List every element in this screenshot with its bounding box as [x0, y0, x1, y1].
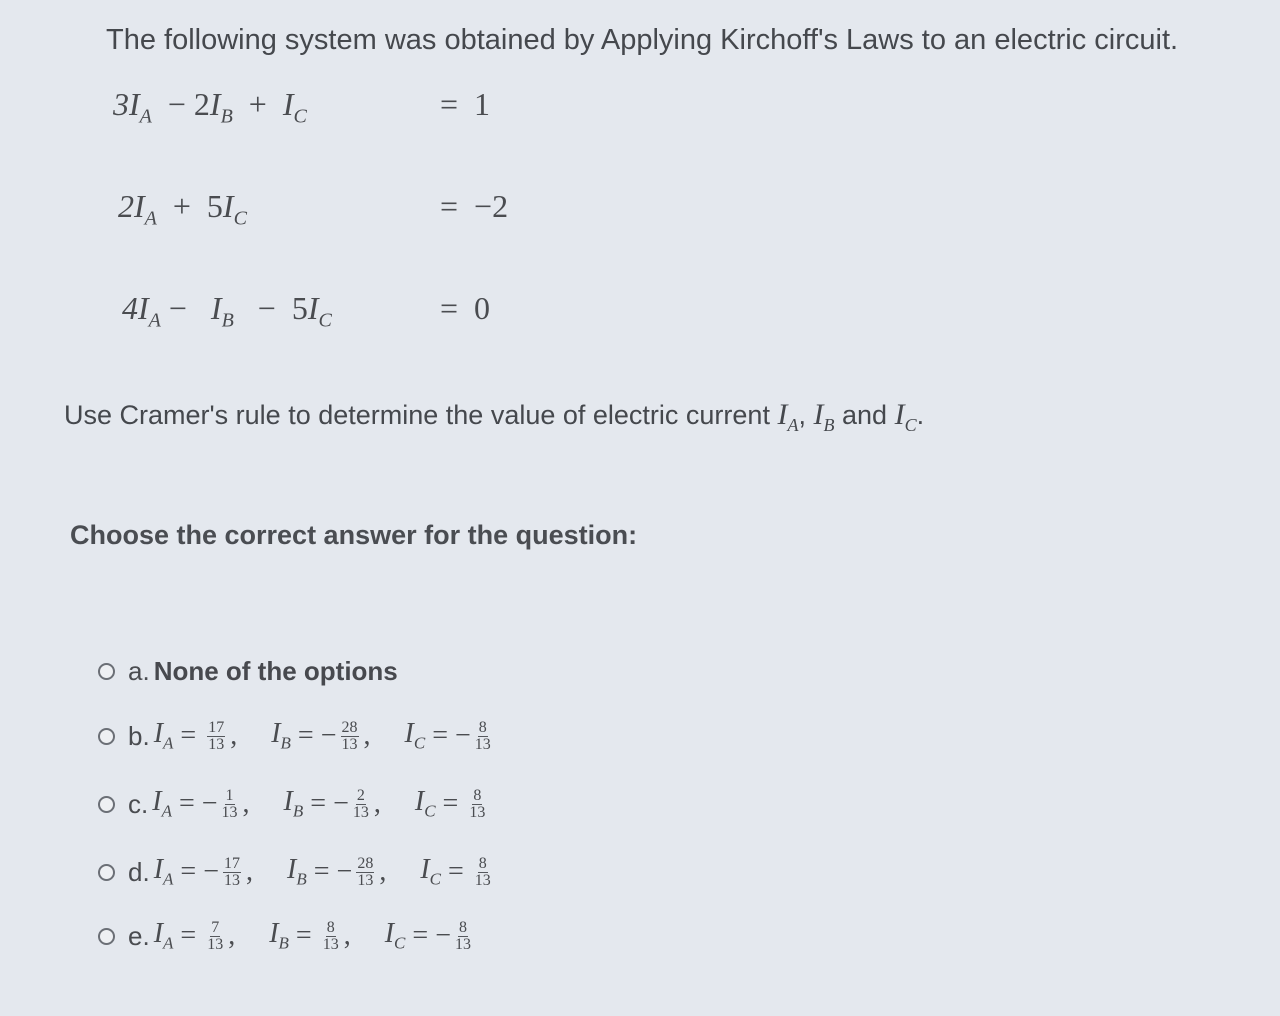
- answer-expression: [154, 918, 509, 954]
- equation-1: $3I_A - 2I_B + I_C$: [113, 86, 307, 128]
- denominator: 13: [352, 803, 369, 821]
- option-letter: d.: [128, 856, 150, 887]
- current-ic: $I_C$ = $\frac{8}{13}$: [420, 854, 491, 889]
- current-ic: $I_C$ = − $\frac{8}{13}$: [404, 718, 491, 753]
- fraction: [223, 856, 241, 889]
- fraction: [207, 920, 223, 953]
- option-e[interactable]: [98, 916, 509, 956]
- radio-button-e[interactable]: [98, 928, 115, 945]
- equation-2-rhs: = −2: [440, 188, 509, 224]
- fraction: [341, 720, 359, 753]
- current-ib: $I_B$ = − $\frac{28}{13}$ ,: [271, 718, 371, 753]
- numerator: 17: [224, 854, 240, 872]
- fraction: [353, 788, 369, 821]
- denominator: 13: [474, 871, 491, 889]
- numerator: 8: [478, 854, 487, 872]
- current-ia: $I_A$ = − $\frac{17}{13}$ ,: [153, 854, 253, 889]
- sign: −: [201, 788, 218, 819]
- sign: −: [320, 720, 337, 751]
- answer-expression: [152, 786, 523, 822]
- numerator: 8: [326, 918, 335, 936]
- equation-1-rhs: = 1: [440, 86, 491, 122]
- denominator: 13: [454, 935, 471, 953]
- numerator: 28: [357, 854, 374, 872]
- radio-button-d[interactable]: [98, 864, 115, 881]
- option-text: None of the options: [153, 655, 398, 686]
- current-ib: $I_B$ = − $\frac{2}{13}$ ,: [283, 786, 381, 821]
- numerator: 7: [211, 918, 220, 936]
- fraction: [222, 788, 238, 821]
- numerator: 8: [458, 918, 467, 936]
- equation-2: $2I_A + 5I_C$: [118, 188, 247, 230]
- denominator: 13: [474, 735, 491, 753]
- question-and: and: [842, 400, 888, 430]
- fraction: [356, 856, 374, 889]
- sign: −: [454, 720, 471, 751]
- option-c[interactable]: [98, 784, 523, 824]
- fraction: [323, 920, 339, 953]
- option-letter: b.: [128, 720, 150, 751]
- current-ic: $I_C$ = − $\frac{8}{13}$: [384, 918, 471, 953]
- sign: −: [435, 920, 451, 951]
- sign: −: [333, 788, 349, 819]
- answer-expression: [154, 854, 529, 890]
- equation-3: $4I_A - I_B - 5I_C$: [122, 290, 332, 332]
- denominator: 13: [224, 871, 240, 889]
- denominator: 13: [322, 935, 339, 953]
- current-ic: $I_C$ = $\frac{8}{13}$: [414, 786, 486, 821]
- fraction: [469, 788, 485, 821]
- denominator: 13: [221, 803, 238, 821]
- prompt-heading: Choose the correct answer for the question:: [70, 520, 638, 550]
- numerator: 8: [473, 786, 482, 804]
- option-letter: e.: [128, 920, 150, 951]
- option-letter: a.: [128, 655, 150, 686]
- equation-3-rhs: = 0: [440, 290, 491, 326]
- numerator: 1: [225, 786, 234, 804]
- option-letter: c.: [128, 788, 149, 819]
- fraction: [475, 720, 491, 753]
- denominator: 13: [469, 803, 486, 821]
- current-ia: $I_A$ = − $\frac{1}{13}$ ,: [152, 786, 250, 821]
- answer-expression: [154, 718, 529, 754]
- current-ia: $I_A$ = $\frac{17}{13}$ ,: [153, 718, 238, 753]
- current-ib: $I_B$ = $\frac{8}{13}$ ,: [269, 918, 351, 953]
- radio-button-a[interactable]: [98, 663, 115, 680]
- fraction: [475, 856, 491, 889]
- current-ib: $I_B$ = − $\frac{28}{13}$ ,: [287, 854, 387, 889]
- numerator: 8: [478, 718, 487, 736]
- fraction: [207, 720, 225, 753]
- intro-text: The following system was obtained by Applying Kirchoff's Laws to an electric circuit.: [106, 24, 1179, 56]
- sign: −: [336, 856, 353, 887]
- sign: −: [203, 856, 219, 887]
- numerator: 28: [341, 718, 358, 736]
- denominator: 13: [341, 735, 358, 753]
- denominator: 13: [208, 735, 225, 753]
- question-text: Use Cramer's rule to determine the value of electric current $I_A$, $I_B$ and $I_C$.: [64, 398, 925, 435]
- question-prefix: Use Cramer's rule to determine the value of electric current: [64, 400, 770, 430]
- numerator: 2: [356, 786, 365, 804]
- option-d[interactable]: [98, 852, 529, 892]
- radio-button-c[interactable]: [98, 796, 115, 813]
- denominator: 13: [357, 871, 374, 889]
- option-a[interactable]: [98, 651, 398, 691]
- denominator: 13: [207, 935, 224, 953]
- numerator: 17: [208, 718, 225, 736]
- option-b[interactable]: [98, 716, 529, 756]
- current-ia: $I_A$ = $\frac{7}{13}$ ,: [153, 918, 236, 953]
- radio-button-b[interactable]: [98, 728, 115, 745]
- fraction: [455, 920, 471, 953]
